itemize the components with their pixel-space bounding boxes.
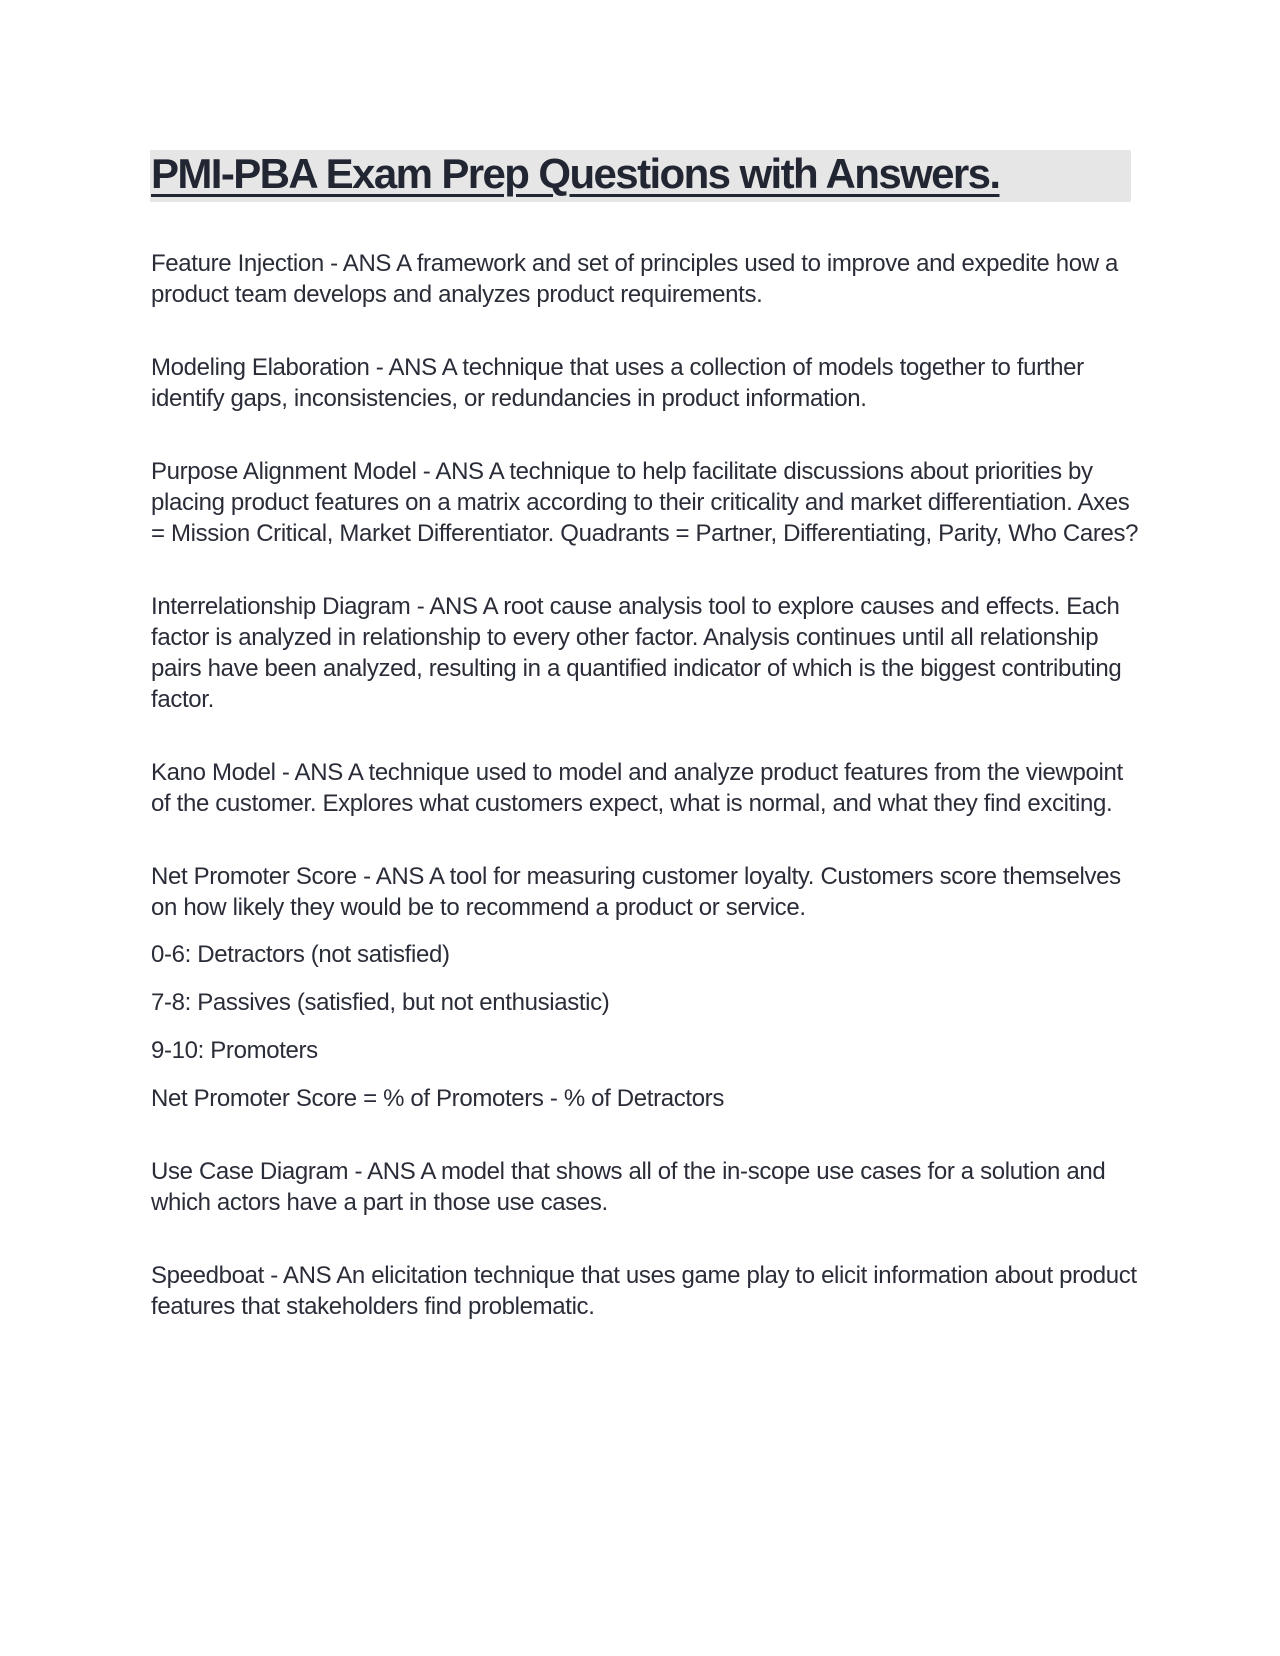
entry-term: Feature Injection <box>151 250 324 277</box>
entry-separator: - ANS <box>348 1158 421 1185</box>
nps-formula-line: Net Promoter Score = % of Promoters - % of Detractors <box>151 1085 724 1112</box>
entry-term: Net Promoter Score <box>151 863 357 890</box>
entry-definition: A technique used to model and analyze product features from the viewpoint of the customer. Explores what customers expect, what is normal, and what they find exciting. <box>151 759 1123 817</box>
nps-detractors-line: 0-6: Detractors (not satisfied) <box>151 941 450 968</box>
entry-separator: - ANS <box>356 863 430 890</box>
entry-separator: - ANS <box>275 759 348 786</box>
qa-entry-purpose-alignment-model <box>151 456 1141 549</box>
entry-separator: - ANS <box>263 1262 337 1289</box>
entry-definition: An elicitation technique that uses game play to elicit information about product features that stakeholders find problematic. <box>151 1262 1137 1320</box>
nps-passives-line: 7-8: Passives (satisfied, but not enthusiastic) <box>151 989 610 1016</box>
entry-definition: A tool for measuring customer loyalty. Customers score themselves on how likely they would be to recommend a product or service. <box>151 863 1121 921</box>
entry-term: Kano Model <box>151 759 276 786</box>
document-body <box>151 248 1141 1364</box>
nps-promoters-line: 9-10: Promoters <box>151 1037 318 1064</box>
entry-definition: A technique that uses a collection of models together to further identify gaps, inconsistencies, or redundancies in product information. <box>151 354 1084 412</box>
entry-separator: - ANS <box>323 250 397 277</box>
qa-entry-kano-model <box>151 757 1141 819</box>
qa-entry-interrelationship-diagram <box>151 591 1141 715</box>
entry-term: Use Case Diagram <box>151 1158 349 1185</box>
entry-definition: A root cause analysis tool to explore causes and effects. Each factor is analyzed in relationship to every other factor. Analysis continues until all relationship pairs have been analyzed, resulting in a quantified indicator of which is the biggest contributing factor. <box>151 593 1122 713</box>
entry-term: Purpose Alignment Model <box>151 458 417 485</box>
entry-definition: A technique to help facilitate discussions about priorities by placing product features on a matrix according to their criticality and market differentiation. Axes = Mission Critical, Market Differentiator. Quadrants = Partner, Differentiating, Parity, Who Cares? <box>151 458 1139 547</box>
entry-definition: A model that shows all of the in-scope use cases for a solution and which actors have a part in those use cases. <box>151 1158 1106 1216</box>
entry-definition: A framework and set of principles used to improve and expedite how a product team develops and analyzes product requirements. <box>151 250 1119 308</box>
entry-separator: - ANS <box>410 593 483 620</box>
qa-entry-modeling-elaboration <box>151 352 1141 414</box>
entry-term: Interrelationship Diagram <box>151 593 411 620</box>
qa-entry-net-promoter-score <box>151 861 1141 923</box>
qa-entry-use-case-diagram <box>151 1156 1141 1218</box>
qa-entry-feature-injection <box>151 248 1141 310</box>
entry-term: Speedboat <box>151 1262 264 1289</box>
page-title: PMI-PBA Exam Prep Questions with Answers. <box>151 150 1000 197</box>
entry-term: Modeling Elaboration <box>151 354 370 381</box>
entry-separator: - ANS <box>416 458 489 485</box>
qa-entry-speedboat <box>151 1260 1141 1322</box>
entry-separator: - ANS <box>369 354 442 381</box>
